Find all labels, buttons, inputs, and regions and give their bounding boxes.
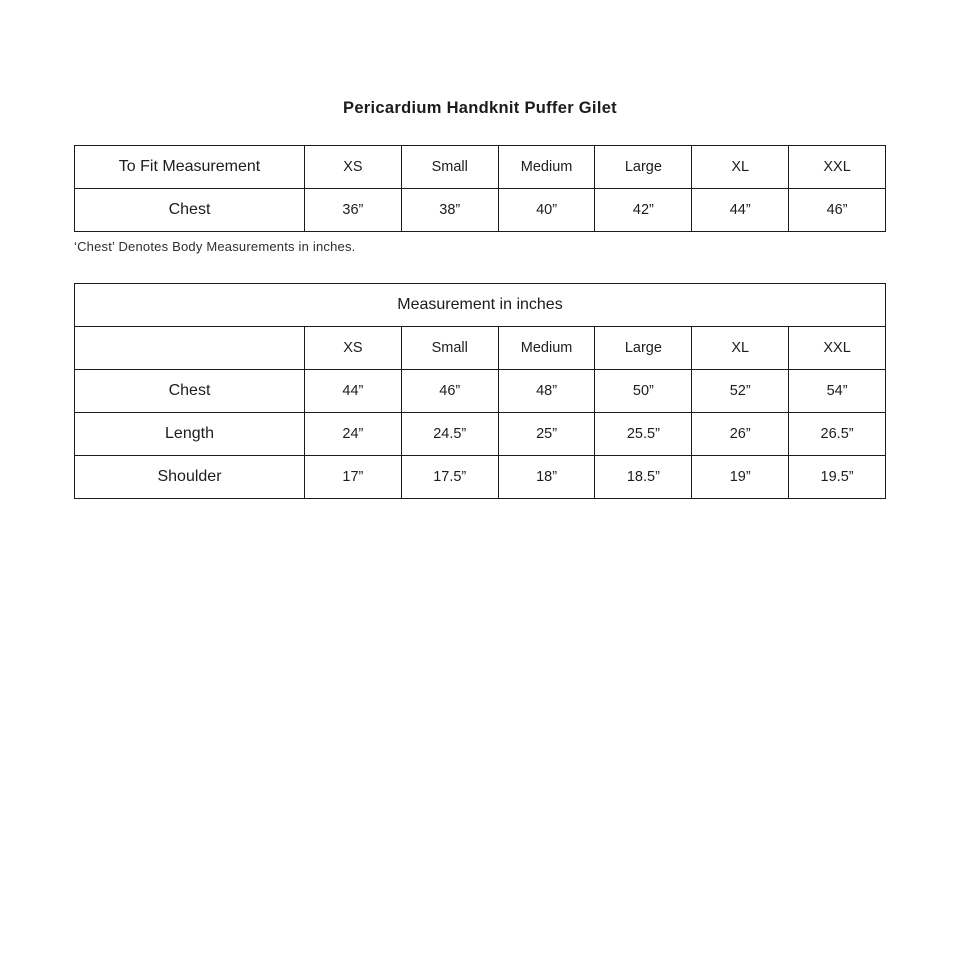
size-header-medium: Medium	[498, 327, 595, 370]
size-header-xs: XS	[305, 146, 402, 189]
shoulder-xl: 19”	[692, 456, 789, 499]
chest-large: 50”	[595, 370, 692, 413]
row-label-length: Length	[75, 413, 305, 456]
fit-row-label-chest: Chest	[75, 189, 305, 232]
fit-chest-xxl: 46”	[789, 189, 886, 232]
size-header-xl: XL	[692, 327, 789, 370]
table-row	[75, 413, 886, 456]
length-xs: 24”	[305, 413, 402, 456]
length-medium: 25”	[498, 413, 595, 456]
measurement-table-title: Measurement in inches	[75, 284, 886, 327]
table-row	[75, 370, 886, 413]
size-header-medium: Medium	[498, 146, 595, 189]
page-title: Pericardium Handknit Puffer Gilet	[343, 99, 617, 117]
shoulder-small: 17.5”	[401, 456, 498, 499]
length-xxl: 26.5”	[789, 413, 886, 456]
size-header-small: Small	[401, 146, 498, 189]
fit-chest-medium: 40”	[498, 189, 595, 232]
to-fit-measurement-table	[74, 145, 886, 232]
size-header-xl: XL	[692, 146, 789, 189]
shoulder-large: 18.5”	[595, 456, 692, 499]
shoulder-xxl: 19.5”	[789, 456, 886, 499]
table-row	[75, 284, 886, 327]
fit-chest-xl: 44”	[692, 189, 789, 232]
measurement-in-inches-table	[74, 283, 886, 499]
chest-xl: 52”	[692, 370, 789, 413]
size-header-large: Large	[595, 327, 692, 370]
fit-chest-large: 42”	[595, 189, 692, 232]
size-header-xs: XS	[305, 327, 402, 370]
fit-chest-small: 38”	[401, 189, 498, 232]
shoulder-medium: 18”	[498, 456, 595, 499]
empty-corner-cell	[75, 327, 305, 370]
size-header-xxl: XXL	[789, 327, 886, 370]
chest-note: ‘Chest’ Denotes Body Measurements in inches.	[74, 239, 356, 254]
length-small: 24.5”	[401, 413, 498, 456]
size-header-large: Large	[595, 146, 692, 189]
chest-small: 46”	[401, 370, 498, 413]
shoulder-xs: 17”	[305, 456, 402, 499]
table-row	[75, 456, 886, 499]
size-header-xxl: XXL	[789, 146, 886, 189]
size-header-small: Small	[401, 327, 498, 370]
row-label-shoulder: Shoulder	[75, 456, 305, 499]
length-large: 25.5”	[595, 413, 692, 456]
row-label-chest: Chest	[75, 370, 305, 413]
chest-xxl: 54”	[789, 370, 886, 413]
chest-xs: 44”	[305, 370, 402, 413]
table-row	[75, 327, 886, 370]
length-xl: 26”	[692, 413, 789, 456]
chest-medium: 48”	[498, 370, 595, 413]
fit-chest-xs: 36”	[305, 189, 402, 232]
table-row	[75, 189, 886, 232]
table-row	[75, 146, 886, 189]
fit-table-header-label: To Fit Measurement	[75, 146, 305, 189]
